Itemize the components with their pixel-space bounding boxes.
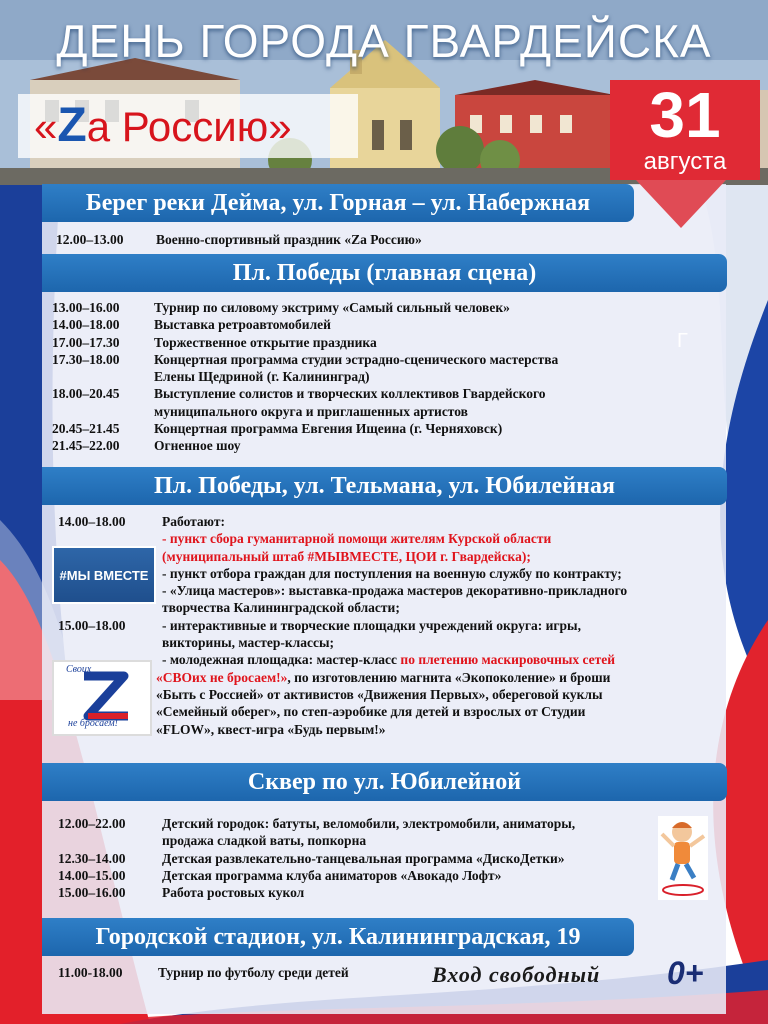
row-text: Выступление солистов и творческих коллективов Гвардейского [154, 386, 546, 402]
schedule-row [58, 686, 713, 703]
row-text: «Семейный оберег», по степ-аэробике для детей и взрослых от Студии [156, 704, 586, 720]
schedule-skver [58, 815, 658, 901]
date-month: августа [643, 148, 727, 175]
date-badge-pointer [636, 180, 726, 228]
schedule-row [58, 651, 713, 668]
slogan-open-quote: « [34, 103, 58, 150]
row-text: Турнир по футболу среди детей [158, 965, 349, 980]
row-text: творчества Калининградской области; [162, 600, 400, 616]
schedule-row [52, 437, 702, 454]
schedule-deima [56, 231, 706, 248]
schedule-row [58, 669, 713, 686]
row-text: продажа сладкой ваты, попкорна [162, 833, 367, 849]
row-text: Работают: [162, 514, 225, 529]
row-text: Военно-спортивный праздник «Zа Россию» [156, 232, 422, 247]
row-text [156, 669, 713, 686]
row-text: муниципального округа и приглашенных артистов [154, 403, 468, 419]
schedule-row [58, 703, 713, 720]
schedule-row [58, 964, 458, 981]
schedule-row [52, 403, 702, 420]
row-text: «FLOW», квест-игра «Будь первым!» [156, 721, 386, 737]
child-trampoline-illustration [658, 816, 708, 900]
row-text: Концертная программа Евгения Ищеина (г. Черняховск) [154, 421, 503, 437]
svoih-ne-brosaem-logo [52, 660, 152, 736]
svo-text-bottom: не бросаем! [68, 718, 119, 729]
section-header-deima: Берег реки Дейма, ул. Горная – ул. Набержная [42, 184, 634, 222]
stray-glyph: Г [677, 330, 688, 352]
row-text: (муниципальный штаб #МЫВМЕСТЕ, ЦОИ г. Гвардейска); [162, 548, 531, 564]
my-vmeste-logo: #МЫ ВМЕСТЕ [52, 546, 156, 604]
row-time: 13.00–16.00 [52, 300, 120, 315]
row-text: Огненное шоу [154, 438, 241, 454]
schedule-row [58, 867, 658, 884]
schedule-row [58, 832, 658, 849]
row-time: 20.45–21.45 [52, 421, 120, 437]
row-text: - «Улица мастеров»: выставка-продажа мастеров декоративно-прикладного [162, 583, 628, 599]
row-time: 17.30–18.00 [52, 351, 120, 367]
row-text: Концертная программа студии эстрадно-сценического мастерства [154, 351, 559, 367]
row-time: 14.00–18.00 [58, 514, 126, 529]
row-time: 14.00–15.00 [58, 867, 126, 883]
section-header-skver: Сквер по ул. Юбилейной [42, 763, 727, 801]
section-header-pobedy-telmana: Пл. Победы, ул. Тельмана, ул. Юбилейная [42, 467, 727, 505]
row-text: Турнир по силовому экстриму «Самый сильный человек» [154, 300, 510, 315]
schedule-row [58, 634, 713, 651]
schedule-row [56, 231, 706, 248]
row-time: 12.00–13.00 [56, 232, 124, 247]
row-time: 14.00–18.00 [52, 317, 120, 333]
row-text: викторины, мастер-классы; [162, 635, 334, 651]
free-entry-label: Вход свободный [432, 962, 601, 987]
schedule-row [58, 884, 658, 901]
row-text: Торжественное открытие праздника [154, 334, 377, 350]
age-rating: 0+ [667, 955, 704, 991]
slogan-banner [18, 94, 358, 158]
schedule-row [58, 565, 713, 582]
section-header-pobedy-main-stage: Пл. Победы (главная сцена) [42, 254, 727, 292]
slogan-text: а Россию» [86, 103, 292, 150]
svo-text-top: Своих [66, 664, 92, 675]
date-badge [610, 80, 760, 180]
row-time: 15.00–18.00 [58, 617, 126, 633]
schedule-row [58, 582, 713, 599]
row-text: - интерактивные и творческие площадки учреждений округа: игры, [162, 617, 581, 633]
row-text-red-head: «СВОих не бросаем!» [156, 669, 288, 685]
schedule-row [58, 599, 713, 616]
row-time: 11.00-18.00 [58, 965, 123, 980]
schedule-pobedy-main-stage [52, 299, 702, 455]
row-text: - пункт отбора граждан для поступления на военную службу по контракту; [162, 565, 622, 581]
schedule-row [58, 513, 713, 530]
section-header-stadium: Городской стадион, ул. Калининградская, 19 [42, 918, 634, 956]
schedule-row [52, 316, 702, 333]
schedule-pobedy-telmana [58, 513, 713, 738]
row-text: Выставка ретроавтомобилей [154, 317, 331, 333]
row-text: «Быть с Россией» от активистов «Движения Первых», обереговой куклы [156, 686, 603, 702]
child-icon [658, 816, 708, 900]
schedule-row [52, 351, 702, 368]
row-text: Детский городок: батуты, веломобили, электромобили, аниматоры, [162, 816, 576, 831]
row-time [58, 634, 162, 651]
row-text: Работа ростовых кукол [162, 885, 305, 901]
schedule-row [52, 299, 702, 316]
row-text: Детская программа клуба аниматоров «Авокадо Лофт» [162, 867, 502, 883]
schedule-row [58, 850, 658, 867]
schedule-row [52, 385, 702, 402]
row-time [58, 530, 162, 547]
row-time: 17.00–17.30 [52, 334, 120, 350]
row-text-head: - молодежная площадка: мастер-класс [162, 652, 401, 668]
row-text-red-tail: по плетению маскировочных сетей [400, 652, 616, 668]
schedule-row [52, 368, 702, 385]
row-time: 15.00–16.00 [58, 885, 126, 901]
schedule-stadium [58, 964, 458, 981]
schedule-row [58, 815, 658, 832]
row-time: 12.00–22.00 [58, 816, 126, 831]
row-text-tail: , по изготовлению магнита «Экопоколение» и броши [287, 669, 611, 685]
schedule-row [58, 617, 713, 634]
row-time: 12.30–14.00 [58, 850, 126, 866]
row-text: - пункт сбора гуманитарной помощи жителям Курской области [162, 531, 552, 547]
row-text [162, 651, 713, 668]
row-time: 18.00–20.45 [52, 386, 120, 402]
schedule-row [58, 530, 713, 547]
row-time [52, 403, 154, 420]
schedule-row [52, 420, 702, 437]
date-day: 31 [649, 79, 721, 151]
schedule-row [52, 334, 702, 351]
row-time [58, 832, 162, 849]
schedule-row [58, 721, 713, 738]
row-time [52, 368, 154, 385]
row-text: Елены Щедриной (г. Калининград) [154, 369, 370, 385]
slogan-z-letter: Z [57, 99, 87, 152]
schedule-row [58, 548, 713, 565]
page-title: ДЕНЬ ГОРОДА ГВАРДЕЙСКА [56, 15, 712, 67]
row-text: Детская развлекательно-танцевальная программа «ДискоДетки» [162, 850, 565, 866]
row-time: 21.45–22.00 [52, 438, 120, 454]
